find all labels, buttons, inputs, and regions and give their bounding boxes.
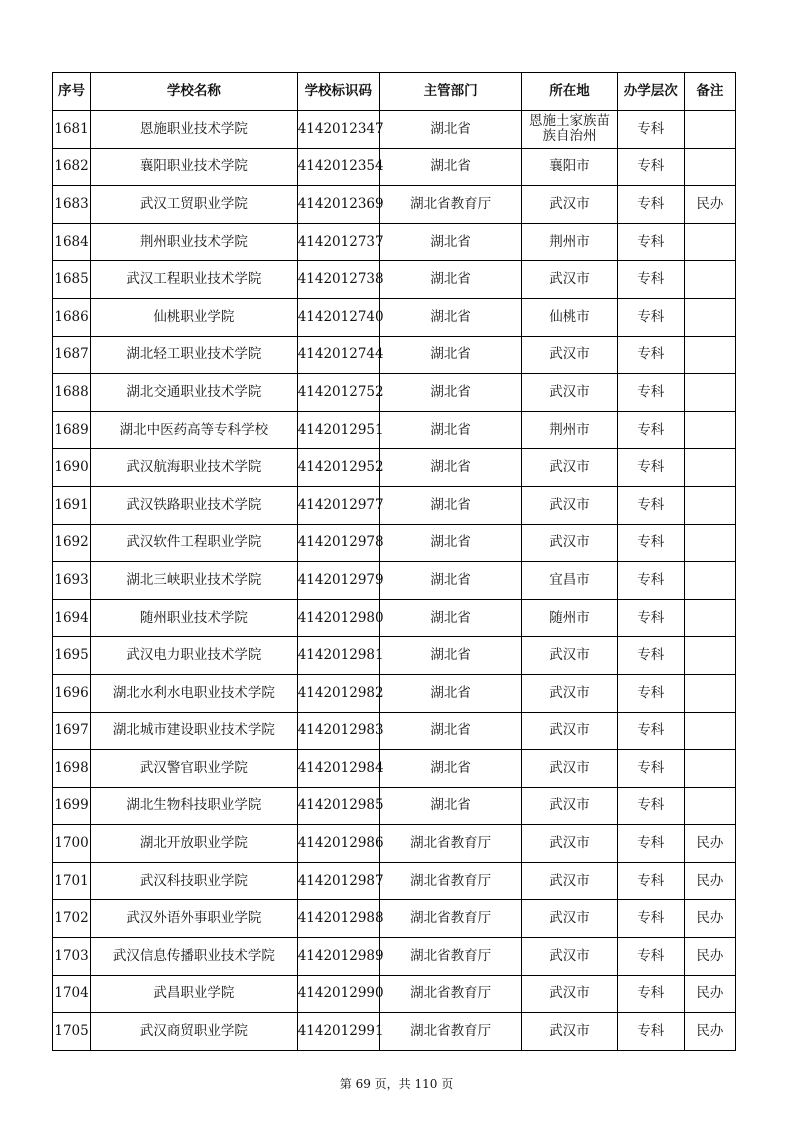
cell-department: 湖北省 [379,261,521,299]
cell-department: 湖北省教育厅 [379,938,521,976]
cell-index: 1695 [53,637,91,675]
cell-note: 民办 [684,900,735,938]
table-row [53,336,736,374]
cell-level: 专科 [617,486,684,524]
cell-department: 湖北省教育厅 [379,862,521,900]
cell-school-code: 4142012985 [297,787,379,825]
cell-location: 襄阳市 [522,148,617,186]
table-row [53,261,736,299]
cell-department: 湖北省教育厅 [379,186,521,224]
cell-index: 1698 [53,750,91,788]
table-row [53,975,736,1013]
cell-location: 武汉市 [522,938,617,976]
cell-school-name: 恩施职业技术学院 [91,111,298,149]
cell-index: 1693 [53,562,91,600]
cell-level: 专科 [617,599,684,637]
cell-index: 1694 [53,599,91,637]
table-row [53,223,736,261]
cell-school-name: 武汉工程职业技术学院 [91,261,298,299]
cell-level: 专科 [617,862,684,900]
cell-note: 民办 [684,938,735,976]
cell-note [684,486,735,524]
cell-school-code: 4142012354 [297,148,379,186]
cell-location: 武汉市 [522,261,617,299]
cell-department: 湖北省 [379,486,521,524]
cell-school-code: 4142012986 [297,825,379,863]
cell-school-name: 武汉商贸职业学院 [91,1013,298,1051]
cell-school-code: 4142012988 [297,900,379,938]
cell-level: 专科 [617,374,684,412]
table-row [53,900,736,938]
cell-note [684,449,735,487]
cell-index: 1702 [53,900,91,938]
table-row [53,486,736,524]
cell-index: 1704 [53,975,91,1013]
cell-location: 武汉市 [522,862,617,900]
table-row [53,825,736,863]
cell-level: 专科 [617,1013,684,1051]
table-row [53,449,736,487]
cell-level: 专科 [617,524,684,562]
cell-note: 民办 [684,186,735,224]
table-row [53,787,736,825]
cell-note: 民办 [684,975,735,1013]
cell-school-name: 湖北交通职业技术学院 [91,374,298,412]
cell-school-name: 武昌职业学院 [91,975,298,1013]
cell-location: 武汉市 [522,900,617,938]
cell-level: 专科 [617,938,684,976]
cell-level: 专科 [617,261,684,299]
cell-school-code: 4142012980 [297,599,379,637]
cell-note [684,674,735,712]
cell-school-name: 湖北开放职业学院 [91,825,298,863]
cell-school-name: 武汉工贸职业学院 [91,186,298,224]
cell-location: 武汉市 [522,787,617,825]
cell-level: 专科 [617,336,684,374]
school-table [52,72,736,1051]
table-row [53,599,736,637]
table-row [53,938,736,976]
cell-school-code: 4142012952 [297,449,379,487]
cell-location: 武汉市 [522,336,617,374]
table-row [53,637,736,675]
cell-department: 湖北省 [379,223,521,261]
cell-note: 民办 [684,862,735,900]
cell-index: 1703 [53,938,91,976]
cell-school-code: 4142012987 [297,862,379,900]
cell-index: 1684 [53,223,91,261]
cell-school-code: 4142012977 [297,486,379,524]
cell-level: 专科 [617,148,684,186]
cell-school-code: 4142012990 [297,975,379,1013]
cell-note [684,111,735,149]
cell-index: 1681 [53,111,91,149]
cell-index: 1682 [53,148,91,186]
cell-school-code: 4142012984 [297,750,379,788]
cell-location: 随州市 [522,599,617,637]
cell-index: 1685 [53,261,91,299]
cell-note [684,148,735,186]
table-row [53,298,736,336]
cell-location: 武汉市 [522,825,617,863]
cell-department: 湖北省 [379,111,521,149]
cell-index: 1696 [53,674,91,712]
page-footer: 第 69 页，共 110 页 [339,1077,454,1091]
table-row [53,186,736,224]
cell-department: 湖北省教育厅 [379,975,521,1013]
cell-department: 湖北省教育厅 [379,825,521,863]
cell-school-code: 4142012738 [297,261,379,299]
cell-index: 1699 [53,787,91,825]
cell-school-name: 湖北三峡职业技术学院 [91,562,298,600]
cell-location: 武汉市 [522,374,617,412]
cell-level: 专科 [617,562,684,600]
cell-note [684,411,735,449]
cell-school-name: 武汉电力职业技术学院 [91,637,298,675]
cell-department: 湖北省 [379,562,521,600]
cell-school-name: 襄阳职业技术学院 [91,148,298,186]
cell-level: 专科 [617,186,684,224]
cell-department: 湖北省 [379,750,521,788]
cell-school-name: 武汉软件工程职业学院 [91,524,298,562]
header-note: 备注 [684,73,735,111]
cell-school-code: 4142012983 [297,712,379,750]
table-body [53,111,736,1051]
cell-note [684,524,735,562]
header-school-code: 学校标识码 [297,73,379,111]
cell-school-name: 武汉航海职业技术学院 [91,449,298,487]
cell-department: 湖北省 [379,336,521,374]
cell-school-name: 湖北中医药高等专科学校 [91,411,298,449]
cell-department: 湖北省 [379,148,521,186]
cell-school-name: 武汉科技职业学院 [91,862,298,900]
cell-school-code: 4142012979 [297,562,379,600]
table-row [53,524,736,562]
cell-index: 1683 [53,186,91,224]
cell-level: 专科 [617,712,684,750]
table-header-row [53,73,736,111]
cell-school-code: 4142012989 [297,938,379,976]
cell-school-code: 4142012981 [297,637,379,675]
cell-department: 湖北省教育厅 [379,1013,521,1051]
cell-location: 恩施土家族苗族自治州 [522,111,617,149]
table-row [53,862,736,900]
cell-note [684,712,735,750]
cell-school-name: 随州职业技术学院 [91,599,298,637]
cell-location: 武汉市 [522,674,617,712]
header-department: 主管部门 [379,73,521,111]
cell-school-name: 武汉警官职业学院 [91,750,298,788]
cell-level: 专科 [617,298,684,336]
cell-location: 武汉市 [522,712,617,750]
cell-school-name: 仙桃职业学院 [91,298,298,336]
cell-note [684,223,735,261]
cell-location: 武汉市 [522,449,617,487]
cell-department: 湖北省 [379,524,521,562]
cell-location: 荆州市 [522,223,617,261]
table-row [53,1013,736,1051]
cell-location: 武汉市 [522,750,617,788]
cell-level: 专科 [617,223,684,261]
cell-note [684,787,735,825]
cell-level: 专科 [617,900,684,938]
header-index: 序号 [53,73,91,111]
table-row [53,674,736,712]
header-level: 办学层次 [617,73,684,111]
cell-index: 1689 [53,411,91,449]
cell-location: 武汉市 [522,1013,617,1051]
cell-note [684,298,735,336]
cell-school-code: 4142012737 [297,223,379,261]
cell-department: 湖北省教育厅 [379,900,521,938]
cell-note: 民办 [684,825,735,863]
cell-level: 专科 [617,411,684,449]
cell-level: 专科 [617,825,684,863]
cell-department: 湖北省 [379,674,521,712]
cell-school-code: 4142012369 [297,186,379,224]
cell-school-name: 武汉外语外事职业学院 [91,900,298,938]
cell-level: 专科 [617,637,684,675]
cell-school-name: 武汉铁路职业技术学院 [91,486,298,524]
header-location: 所在地 [522,73,617,111]
cell-index: 1701 [53,862,91,900]
cell-index: 1688 [53,374,91,412]
cell-location: 武汉市 [522,975,617,1013]
header-school-name: 学校名称 [91,73,298,111]
table-row [53,411,736,449]
cell-level: 专科 [617,111,684,149]
cell-school-name: 湖北生物科技职业学院 [91,787,298,825]
cell-note [684,637,735,675]
cell-location: 荆州市 [522,411,617,449]
cell-location: 仙桃市 [522,298,617,336]
cell-index: 1690 [53,449,91,487]
cell-school-name: 湖北水利水电职业技术学院 [91,674,298,712]
table-row [53,562,736,600]
cell-school-name: 荆州职业技术学院 [91,223,298,261]
cell-note [684,562,735,600]
cell-index: 1692 [53,524,91,562]
table-row [53,148,736,186]
cell-school-name: 湖北城市建设职业技术学院 [91,712,298,750]
cell-school-code: 4142012982 [297,674,379,712]
cell-school-code: 4142012347 [297,111,379,149]
cell-department: 湖北省 [379,787,521,825]
cell-level: 专科 [617,449,684,487]
cell-school-code: 4142012744 [297,336,379,374]
cell-location: 武汉市 [522,637,617,675]
cell-department: 湖北省 [379,712,521,750]
cell-school-name: 武汉信息传播职业技术学院 [91,938,298,976]
cell-level: 专科 [617,674,684,712]
table-row [53,111,736,149]
cell-level: 专科 [617,975,684,1013]
cell-note [684,336,735,374]
cell-school-code: 4142012951 [297,411,379,449]
cell-school-code: 4142012978 [297,524,379,562]
cell-school-code: 4142012740 [297,298,379,336]
cell-index: 1697 [53,712,91,750]
cell-location: 武汉市 [522,524,617,562]
cell-school-code: 4142012752 [297,374,379,412]
cell-note [684,599,735,637]
table-row [53,712,736,750]
cell-note [684,750,735,788]
cell-school-name: 湖北轻工职业技术学院 [91,336,298,374]
cell-index: 1705 [53,1013,91,1051]
cell-department: 湖北省 [379,599,521,637]
cell-location: 武汉市 [522,486,617,524]
cell-department: 湖北省 [379,449,521,487]
cell-department: 湖北省 [379,411,521,449]
cell-note [684,374,735,412]
table-row [53,374,736,412]
cell-school-code: 4142012991 [297,1013,379,1051]
cell-level: 专科 [617,750,684,788]
cell-department: 湖北省 [379,637,521,675]
cell-note [684,261,735,299]
cell-index: 1700 [53,825,91,863]
cell-note: 民办 [684,1013,735,1051]
cell-department: 湖北省 [379,374,521,412]
cell-department: 湖北省 [379,298,521,336]
cell-index: 1686 [53,298,91,336]
cell-index: 1687 [53,336,91,374]
cell-location: 武汉市 [522,186,617,224]
cell-level: 专科 [617,787,684,825]
table-row [53,750,736,788]
cell-index: 1691 [53,486,91,524]
cell-location: 宜昌市 [522,562,617,600]
